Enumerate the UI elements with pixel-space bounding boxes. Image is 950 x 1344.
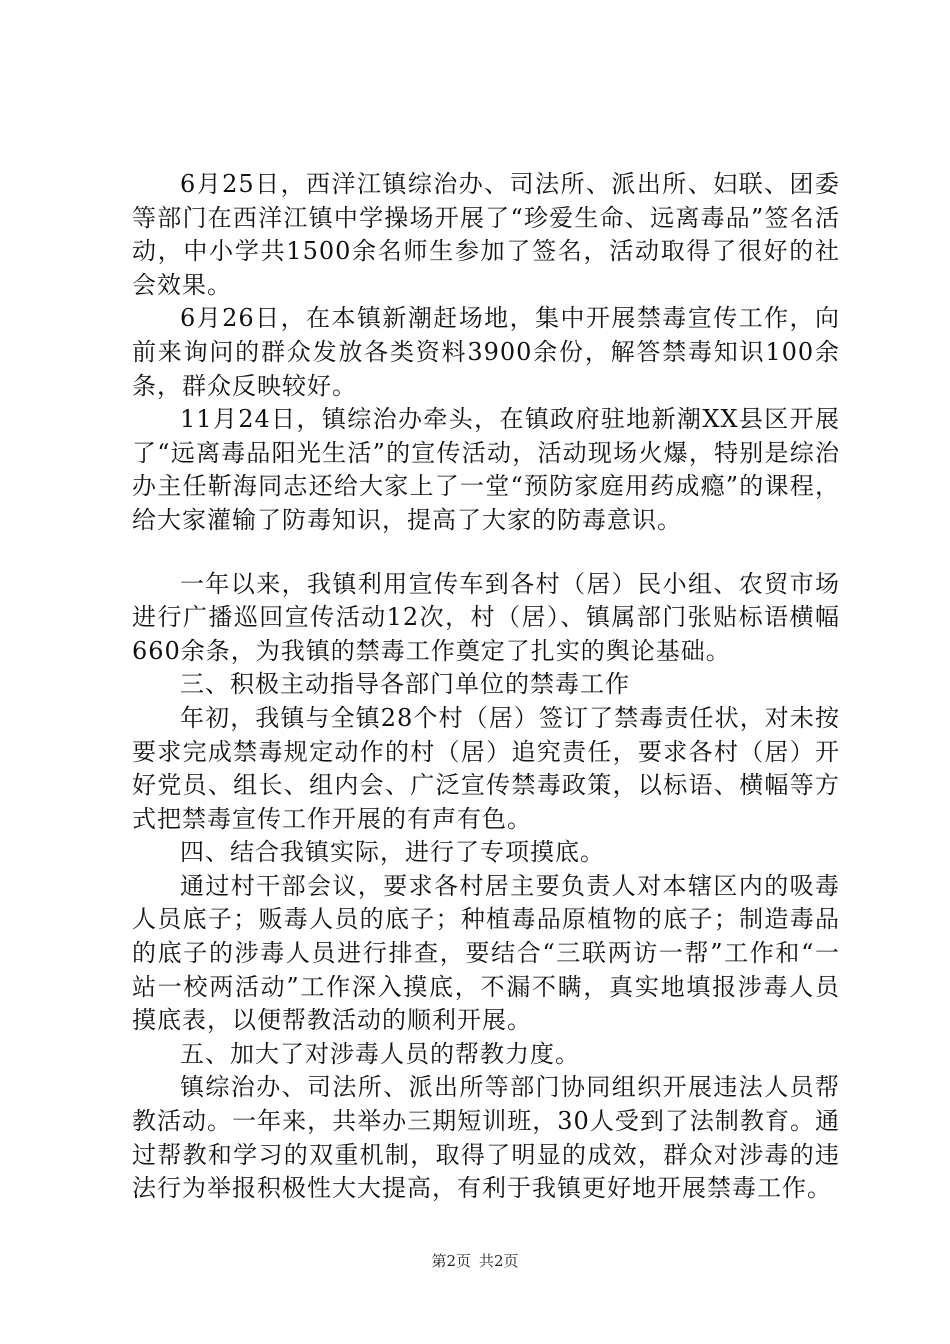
- page-number: 第2页: [431, 1252, 471, 1270]
- paragraph-responsibility: 年初，我镇与全镇28个村（居）签订了禁毒责任状，对未按要求完成禁毒规定动作的村（居）追究责任，要求各村（居）开好党员、组长、组内会、广泛宣传禁毒政策，以标语、横幅等方式把禁毒宣传工作开展的有声有色。: [132, 703, 840, 833]
- paragraph-signing-event: 6月25日，西洋江镇综治办、司法所、派出所、妇联、团委等部门在西洋江镇中学操场开展了“珍爱生命、远离毒品”签名活动，中小学共1500余名师生参加了签名，活动取得了很好的社会效果。: [132, 170, 840, 299]
- document-body: [132, 168, 840, 1206]
- page-total: 共2页: [479, 1252, 519, 1270]
- paragraph-investigation: 通过村干部会议，要求各村居主要负责人对本辖区内的吸毒人员底子；贩毒人员的底子；种植毒品原植物的底子；制造毒品的底子的涉毒人员进行排查，要结合“三联两访一帮”工作和“一站一校两活动”工作深入摸底，不漏不瞒，真实地填报涉毒人员摸底表，以便帮教活动的顺利开展。: [132, 871, 840, 1035]
- paragraph-market-publicity: 6月26日，在本镇新潮赶场地，集中开展禁毒宣传工作，向前来询问的群众发放各类资料3900余份，解答禁毒知识100余条，群众反映较好。: [132, 304, 840, 400]
- section-heading-4: 四、结合我镇实际，进行了专项摸底。: [180, 838, 605, 867]
- paragraph-sunshine-event: 11月24日，镇综治办牵头，在镇政府驻地新潮XX县区开展了“远离毒品阳光生活”的宣传活动，活动现场火爆，特别是综治办主任靳海同志还给大家上了一堂“预防家庭用药成瘾”的课程，给大家灌输了防毒知识，提高了大家的防毒意识。: [132, 405, 840, 534]
- section-heading-5: 五、加大了对涉毒人员的帮教力度。: [180, 1039, 580, 1068]
- paragraph-broadcast-publicity: 一年以来，我镇利用宣传车到各村（居）民小组、农贸市场进行广播巡回宣传活动12次，村（居）、镇属部门张贴标语横幅660余条，为我镇的禁毒工作奠定了扎实的舆论基础。: [132, 569, 840, 665]
- paragraph-assistance: 镇综治办、司法所、派出所等部门协同组织开展违法人员帮教活动。一年来，共举办三期短训班，30人受到了法制教育。通过帮教和学习的双重机制，取得了明显的成效，群众对涉毒的违法行为举报积极性大大提高，有利于我镇更好地开展禁毒工作。: [132, 1073, 840, 1203]
- section-heading-3: 三、积极主动指导各部门单位的禁毒工作: [180, 670, 630, 699]
- page-footer: [0, 1251, 950, 1271]
